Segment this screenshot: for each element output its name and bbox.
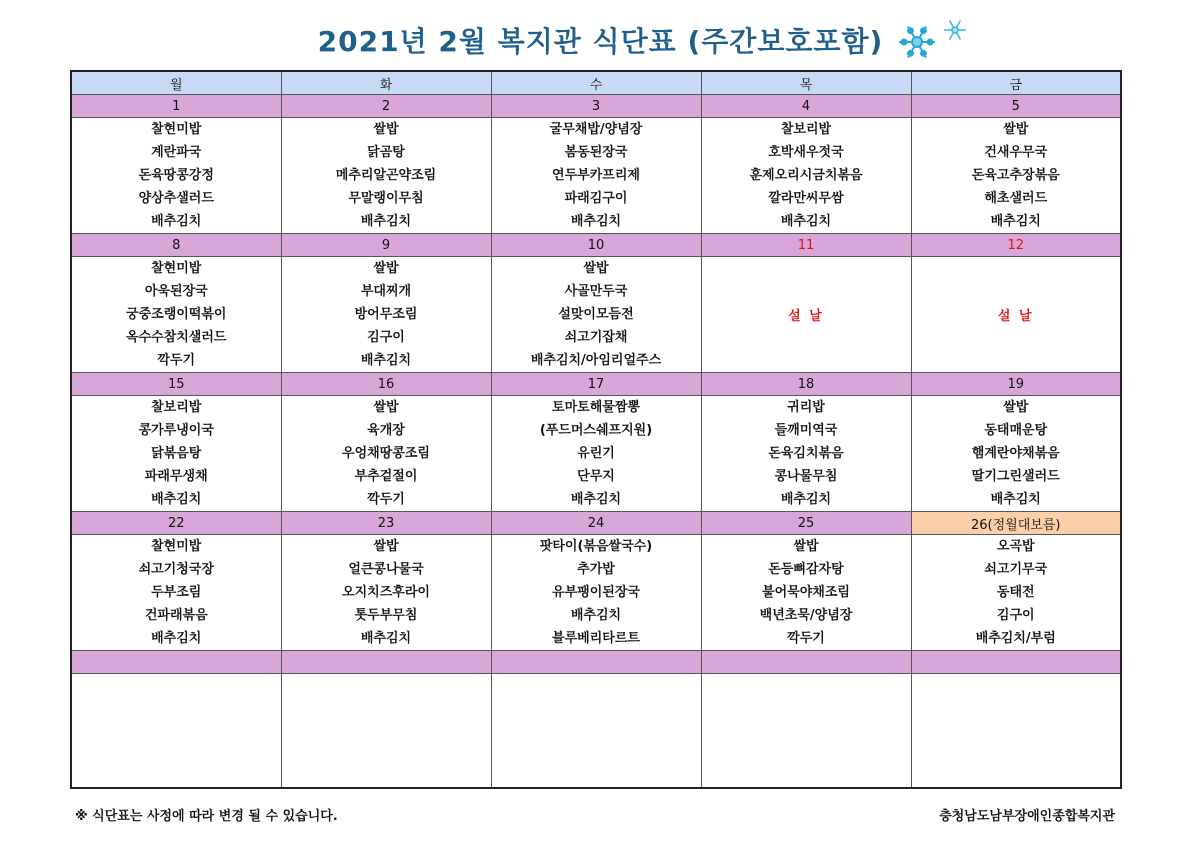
menu-cell: [71, 674, 281, 789]
menu-item: 찰현미밥: [151, 122, 202, 137]
menu-item: 메추리알곤약조림: [335, 168, 437, 183]
date-cell: [281, 651, 491, 674]
menu-item: 육개장: [367, 423, 405, 438]
menu-item: 두부조림: [151, 585, 202, 600]
menu-row: [71, 396, 1121, 512]
menu-item: 설맞이모듬전: [558, 307, 634, 322]
date-row: [71, 512, 1121, 535]
menu-row: [71, 535, 1121, 651]
menu-item: 유린기: [577, 446, 615, 461]
date-cell: 8: [71, 234, 281, 257]
date-cell: 1: [71, 95, 281, 118]
menu-item: 배추김치: [780, 214, 832, 229]
menu-item: 깍두기: [787, 631, 825, 646]
menu-item: (푸드머스쉐프지원): [539, 423, 653, 438]
menu-item: 굴무채밥/양념장: [549, 122, 643, 137]
menu-cell: [491, 118, 701, 234]
menu-item: 배추김치: [570, 608, 622, 623]
menu-item: 찰보리밥: [780, 122, 832, 137]
menu-item: 동태전: [996, 585, 1035, 600]
menu-item: 배추김치: [360, 353, 412, 368]
date-cell: 25: [701, 512, 911, 535]
date-cell: 11: [701, 234, 911, 257]
menu-item: 아욱된장국: [144, 284, 208, 299]
date-cell: [911, 651, 1121, 674]
date-cell: 2: [281, 95, 491, 118]
menu-item: 쇠고기청국장: [138, 562, 214, 577]
menu-item: 쌀밥: [793, 539, 819, 554]
date-cell: 24: [491, 512, 701, 535]
menu-item: 얼큰콩나물국: [348, 562, 424, 577]
menu-cell: [491, 674, 701, 789]
weekday-header: 금: [911, 71, 1121, 95]
weekday-header: 목: [701, 71, 911, 95]
menu-cell: [281, 396, 491, 512]
menu-item: 햄계란야채볶음: [971, 446, 1060, 461]
menu-cell: [701, 257, 911, 373]
date-cell: [71, 651, 281, 674]
menu-cell: [71, 396, 281, 512]
menu-item: 불어묵야채조림: [762, 585, 850, 600]
menu-cell: [71, 118, 281, 234]
menu-item: 찰현미밥: [151, 539, 202, 554]
menu-item: 동태매운탕: [984, 423, 1048, 438]
date-cell: [491, 651, 701, 674]
menu-item: 배추김치: [360, 631, 412, 646]
menu-item: 깍두기: [157, 353, 196, 368]
date-cell: 12: [911, 234, 1121, 257]
menu-item: 양상추샐러드: [138, 191, 214, 206]
menu-item: 찰보리밥: [151, 400, 202, 415]
menu-item: 콩나물무침: [774, 469, 838, 484]
menu-item: 옥수수참치샐러드: [126, 330, 227, 345]
date-cell: 22: [71, 512, 281, 535]
date-cell: 19: [911, 373, 1121, 396]
menu-item: 찰현미밥: [151, 261, 202, 276]
menu-row: [71, 257, 1121, 373]
menu-cell: [911, 118, 1121, 234]
date-row: [71, 234, 1121, 257]
menu-item: 해초샐러드: [984, 191, 1048, 206]
date-cell: 9: [281, 234, 491, 257]
menu-item: 쌀밥: [583, 261, 609, 276]
date-cell: 23: [281, 512, 491, 535]
date-cell: 16: [281, 373, 491, 396]
menu-item: 백년초묵/양념장: [759, 608, 853, 623]
menu-item: 딸기그린샐러드: [971, 469, 1060, 484]
menu-cell: [701, 118, 911, 234]
menu-cell: [491, 535, 701, 651]
date-row: [71, 95, 1121, 118]
menu-cell: [71, 257, 281, 373]
menu-item: 토마토해물짬뽕: [552, 400, 640, 415]
menu-cell: [911, 535, 1121, 651]
menu-item: 배추김치: [990, 214, 1041, 229]
menu-item: 톳두부무침: [354, 608, 418, 623]
footnote: ※ 식단표는 사정에 따라 변경 될 수 있습니다.: [75, 809, 338, 824]
menu-cell: [281, 257, 491, 373]
menu-item: 배추김치: [780, 492, 832, 507]
menu-item: 배추김치/부럼: [975, 631, 1056, 646]
menu-cell: [701, 674, 911, 789]
menu-item: 쌀밥: [1003, 122, 1029, 137]
menu-item: 쌀밥: [373, 122, 399, 137]
date-cell: 17: [491, 373, 701, 396]
date-cell: [701, 651, 911, 674]
menu-item: 궁중조랭이떡볶이: [126, 307, 227, 322]
menu-item: 배추김치: [570, 492, 622, 507]
menu-item: 닭곰탕: [367, 145, 405, 160]
weekday-header: 월: [71, 71, 281, 95]
menu-item: 훈제오리시금치볶음: [749, 168, 863, 183]
holiday-label: 설 날: [997, 309, 1034, 324]
weekday-header: 수: [491, 71, 701, 95]
menu-row: [71, 674, 1121, 789]
menu-item: 돈육고추장볶음: [971, 168, 1060, 183]
menu-item: 유부팽이된장국: [552, 585, 640, 600]
menu-item: 계란파국: [151, 145, 202, 160]
menu-cell: [491, 396, 701, 512]
weekday-header: 화: [281, 71, 491, 95]
menu-cell: [701, 535, 911, 651]
menu-cell: [281, 535, 491, 651]
menu-item: 돈육땅콩강정: [138, 168, 214, 183]
menu-item: 방어무조림: [354, 307, 418, 322]
menu-item: 연두부카프리제: [552, 168, 640, 183]
menu-item: 배추김치: [990, 492, 1041, 507]
menu-item: 쌀밥: [1003, 400, 1029, 415]
weekday-header-row: [71, 71, 1121, 95]
menu-cell: [701, 396, 911, 512]
holiday-label: 설 날: [788, 309, 824, 324]
snowflake-icon: [893, 14, 973, 66]
menu-item: 추가밥: [577, 562, 615, 577]
menu-cell: [281, 674, 491, 789]
menu-item: 오곡밥: [996, 539, 1035, 554]
date-cell: 3: [491, 95, 701, 118]
date-row: [71, 373, 1121, 396]
menu-item: 부추겉절이: [354, 469, 418, 484]
menu-item: 배추김치: [151, 492, 202, 507]
menu-item: 돈등뼈감자탕: [768, 562, 844, 577]
menu-item: 배추김치: [151, 631, 202, 646]
menu-cell: [71, 535, 281, 651]
date-cell: 5: [911, 95, 1121, 118]
menu-cell: [911, 257, 1121, 373]
menu-item: 우엉채땅콩조림: [342, 446, 430, 461]
menu-item: 콩가루냉이국: [138, 423, 214, 438]
menu-item: 쇠고기무국: [984, 562, 1048, 577]
meal-calendar-table: [70, 70, 1122, 789]
date-cell: 18: [701, 373, 911, 396]
menu-item: 파래무생채: [144, 469, 208, 484]
menu-item: 파래김구이: [564, 191, 628, 206]
organization-name: 충청남도남부장애인종합복지관: [939, 809, 1115, 824]
menu-cell: [911, 396, 1121, 512]
date-cell: 26(정월대보름): [911, 512, 1121, 535]
menu-item: 귀리밥: [787, 400, 825, 415]
menu-item: 닭볶음탕: [151, 446, 202, 461]
menu-item: 배추김치/아임리얼주스: [530, 353, 662, 368]
menu-item: 쌀밥: [373, 539, 399, 554]
menu-item: 부대찌개: [360, 284, 412, 299]
menu-item: 쌀밥: [373, 400, 399, 415]
page-title: 2021년 2월 복지관 식단표 (주간보호포함): [317, 25, 884, 58]
menu-item: 팟타이(볶음쌀국수): [539, 539, 653, 554]
menu-item: 무말랭이무침: [348, 191, 424, 206]
date-cell: 15: [71, 373, 281, 396]
menu-item: 들깨미역국: [774, 423, 838, 438]
menu-item: 블루베리타르트: [552, 631, 640, 646]
menu-cell: [491, 257, 701, 373]
menu-item: 김구이: [996, 608, 1035, 623]
menu-item: 돈육김치볶음: [768, 446, 844, 461]
date-cell: 10: [491, 234, 701, 257]
menu-item: 배추김치: [570, 214, 622, 229]
menu-item: 배추김치: [151, 214, 202, 229]
menu-item: 건파래볶음: [144, 608, 208, 623]
menu-item: 쌀밥: [373, 261, 399, 276]
menu-item: 호박새우젓국: [768, 145, 844, 160]
menu-item: 단무지: [577, 469, 615, 484]
menu-item: 봄동된장국: [564, 145, 628, 160]
menu-cell: [911, 674, 1121, 789]
menu-item: 깍두기: [367, 492, 405, 507]
menu-item: 배추김치: [360, 214, 412, 229]
menu-cell: [281, 118, 491, 234]
menu-row: [71, 118, 1121, 234]
menu-item: 김구이: [367, 330, 405, 345]
menu-item: 깔라만씨무쌈: [768, 191, 844, 206]
menu-item: 쇠고기잡채: [564, 330, 628, 345]
date-cell: 4: [701, 95, 911, 118]
date-row: [71, 651, 1121, 674]
menu-item: 사골만두국: [564, 284, 628, 299]
menu-item: 오지치즈후라이: [342, 585, 430, 600]
menu-item: 건새우무국: [984, 145, 1048, 160]
